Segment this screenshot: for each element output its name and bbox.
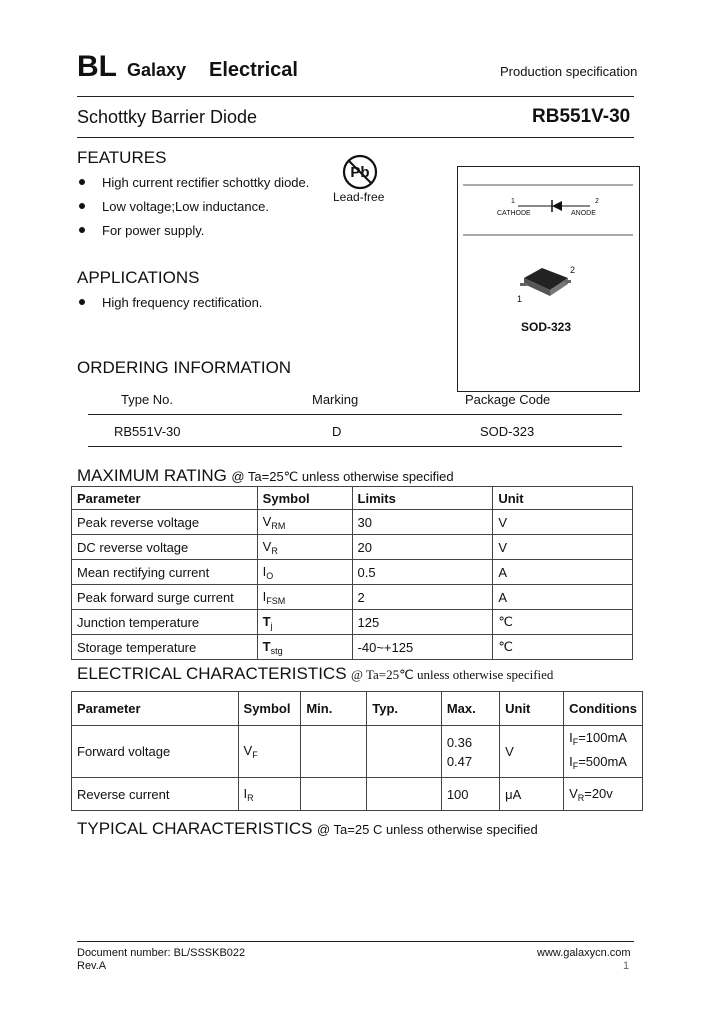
typical-heading: TYPICAL CHARACTERISTICS (77, 819, 313, 838)
logo-galaxy: Galaxy (127, 60, 187, 80)
unit-cell: V (500, 726, 564, 778)
title-rule (77, 137, 634, 138)
ordering-marking-value: D (332, 424, 342, 439)
package-name: SOD-323 (521, 320, 572, 334)
feature-item: High current rectifier schottky diode. (102, 175, 310, 190)
ordering-package-value: SOD-323 (480, 424, 535, 439)
unit-cell: ℃ (493, 635, 633, 660)
table-header: Parameter (72, 692, 239, 726)
table-row (72, 510, 633, 535)
table-row (72, 585, 633, 610)
part-number: RB551V-30 (532, 106, 631, 127)
table-header: Conditions (564, 692, 643, 726)
applications-title: APPLICATIONS (77, 268, 200, 287)
symbol-cell: $V_R$ (257, 535, 352, 560)
logo-bl: BL (77, 50, 117, 83)
limit-cell: -40~+125 (352, 635, 493, 660)
bullet-icon (79, 179, 85, 185)
param-cell: Reverse current (72, 778, 239, 811)
min-cell (301, 778, 367, 811)
package-box-rule (463, 234, 633, 236)
package-box-rule (463, 184, 633, 186)
table-header: Parameter (72, 487, 258, 510)
sod323-package-icon (518, 264, 576, 302)
table-header: Symbol (257, 487, 352, 510)
typical-title (77, 819, 538, 839)
table-header: Unit (493, 487, 633, 510)
max-rating-title (77, 466, 454, 486)
limit-cell: 0.5 (352, 560, 493, 585)
param-cell: Junction temperature (72, 610, 258, 635)
package-pin1: 1 (517, 294, 523, 304)
conditions-cell: $I_F=100mA$ $I_F=500mA$ (564, 726, 643, 778)
max-rating-condition: @ Ta=25℃ unless otherwise specified (231, 469, 454, 484)
symbol-cell: $I_O$ (257, 560, 352, 585)
max-rating-table (71, 486, 633, 660)
unit-cell: ℃ (493, 610, 633, 635)
typical-condition: @ Ta=25 C unless otherwise specified (316, 822, 538, 837)
doc-number: Document number: BL/SSSKB022 (77, 947, 246, 959)
application-item: High frequency rectification. (102, 295, 263, 310)
ordering-title: ORDERING INFORMATION (77, 358, 292, 377)
ordering-rule (88, 446, 622, 447)
param-cell: Forward voltage (72, 726, 239, 778)
lead-free-label: Lead-free (333, 190, 385, 204)
conditions-cell: $V_R=20v$ (564, 778, 643, 811)
symbol-cell: $T_j$ (257, 610, 352, 635)
typ-cell (367, 726, 442, 778)
bullet-icon (79, 299, 85, 305)
spec-type: Production specification (500, 64, 638, 79)
typ-cell (367, 778, 442, 811)
product-name: Schottky Barrier Diode (77, 107, 258, 127)
electrical-title (77, 664, 553, 684)
feature-item: For power supply. (102, 223, 205, 238)
symbol-cell: $V_F$ (238, 726, 301, 778)
symbol-cell: $I_R$ (238, 778, 301, 811)
pin1-number: 1 (511, 198, 515, 205)
table-row (72, 560, 633, 585)
param-cell: Peak forward surge current (72, 585, 258, 610)
max-cell: 0.36 0.47 (441, 726, 499, 778)
table-header: Unit (500, 692, 564, 726)
bullet-icon (79, 203, 85, 209)
pb-symbol: Pb (350, 164, 370, 181)
ordering-header-marking: Marking (312, 392, 359, 407)
max-rating-heading: MAXIMUM RATING (77, 466, 227, 485)
table-header: Min. (301, 692, 367, 726)
limit-cell: 20 (352, 535, 493, 560)
table-row (72, 635, 633, 660)
package-pin2: 2 (570, 265, 576, 275)
pin2-number: 2 (595, 198, 599, 205)
revision: Rev.A (77, 960, 107, 972)
table-row (72, 610, 633, 635)
table-header: Limits (352, 487, 493, 510)
min-cell (301, 726, 367, 778)
symbol-cell: $V_{RM}$ (257, 510, 352, 535)
logo-electrical: Electrical (209, 59, 298, 81)
unit-cell: V (493, 535, 633, 560)
ordering-header-type: Type No. (121, 392, 174, 407)
unit-cell: A (493, 560, 633, 585)
table-header-row (72, 487, 633, 510)
website: www.galaxycn.com (537, 947, 631, 959)
electrical-condition: @ Ta=25℃ unless otherwise specified (350, 667, 554, 682)
limit-cell: 2 (352, 585, 493, 610)
header-rule (77, 96, 634, 97)
max-cell: 100 (441, 778, 499, 811)
table-row (72, 778, 643, 811)
unit-cell: A (493, 585, 633, 610)
ordering-header-package: Package Code (465, 392, 551, 407)
bullet-icon (79, 227, 85, 233)
feature-item: Low voltage;Low inductance. (102, 199, 269, 214)
table-row (72, 726, 643, 778)
limit-cell: 125 (352, 610, 493, 635)
param-cell: Storage temperature (72, 635, 258, 660)
limit-cell: 30 (352, 510, 493, 535)
table-header: Typ. (367, 692, 442, 726)
electrical-table (71, 691, 643, 811)
lead-free-icon (340, 154, 380, 190)
param-cell: Peak reverse voltage (72, 510, 258, 535)
table-header: Symbol (238, 692, 301, 726)
unit-cell: μA (500, 778, 564, 811)
page-number: 1 (623, 960, 630, 972)
table-header-row (72, 692, 643, 726)
cathode-label: CATHODE (497, 210, 531, 217)
param-cell: Mean rectifying current (72, 560, 258, 585)
symbol-cell: $I_{FSM}$ (257, 585, 352, 610)
electrical-heading: ELECTRICAL CHARACTERISTICS (77, 664, 347, 683)
table-header: Max. (441, 692, 499, 726)
ordering-rule (88, 414, 622, 415)
unit-cell: V (493, 510, 633, 535)
symbol-cell: $T_{stg}$ (257, 635, 352, 660)
ordering-type-value: RB551V-30 (114, 424, 181, 439)
anode-label: ANODE (571, 210, 596, 217)
table-row (72, 535, 633, 560)
features-title: FEATURES (77, 148, 167, 167)
param-cell: DC reverse voltage (72, 535, 258, 560)
footer-rule (77, 941, 634, 942)
